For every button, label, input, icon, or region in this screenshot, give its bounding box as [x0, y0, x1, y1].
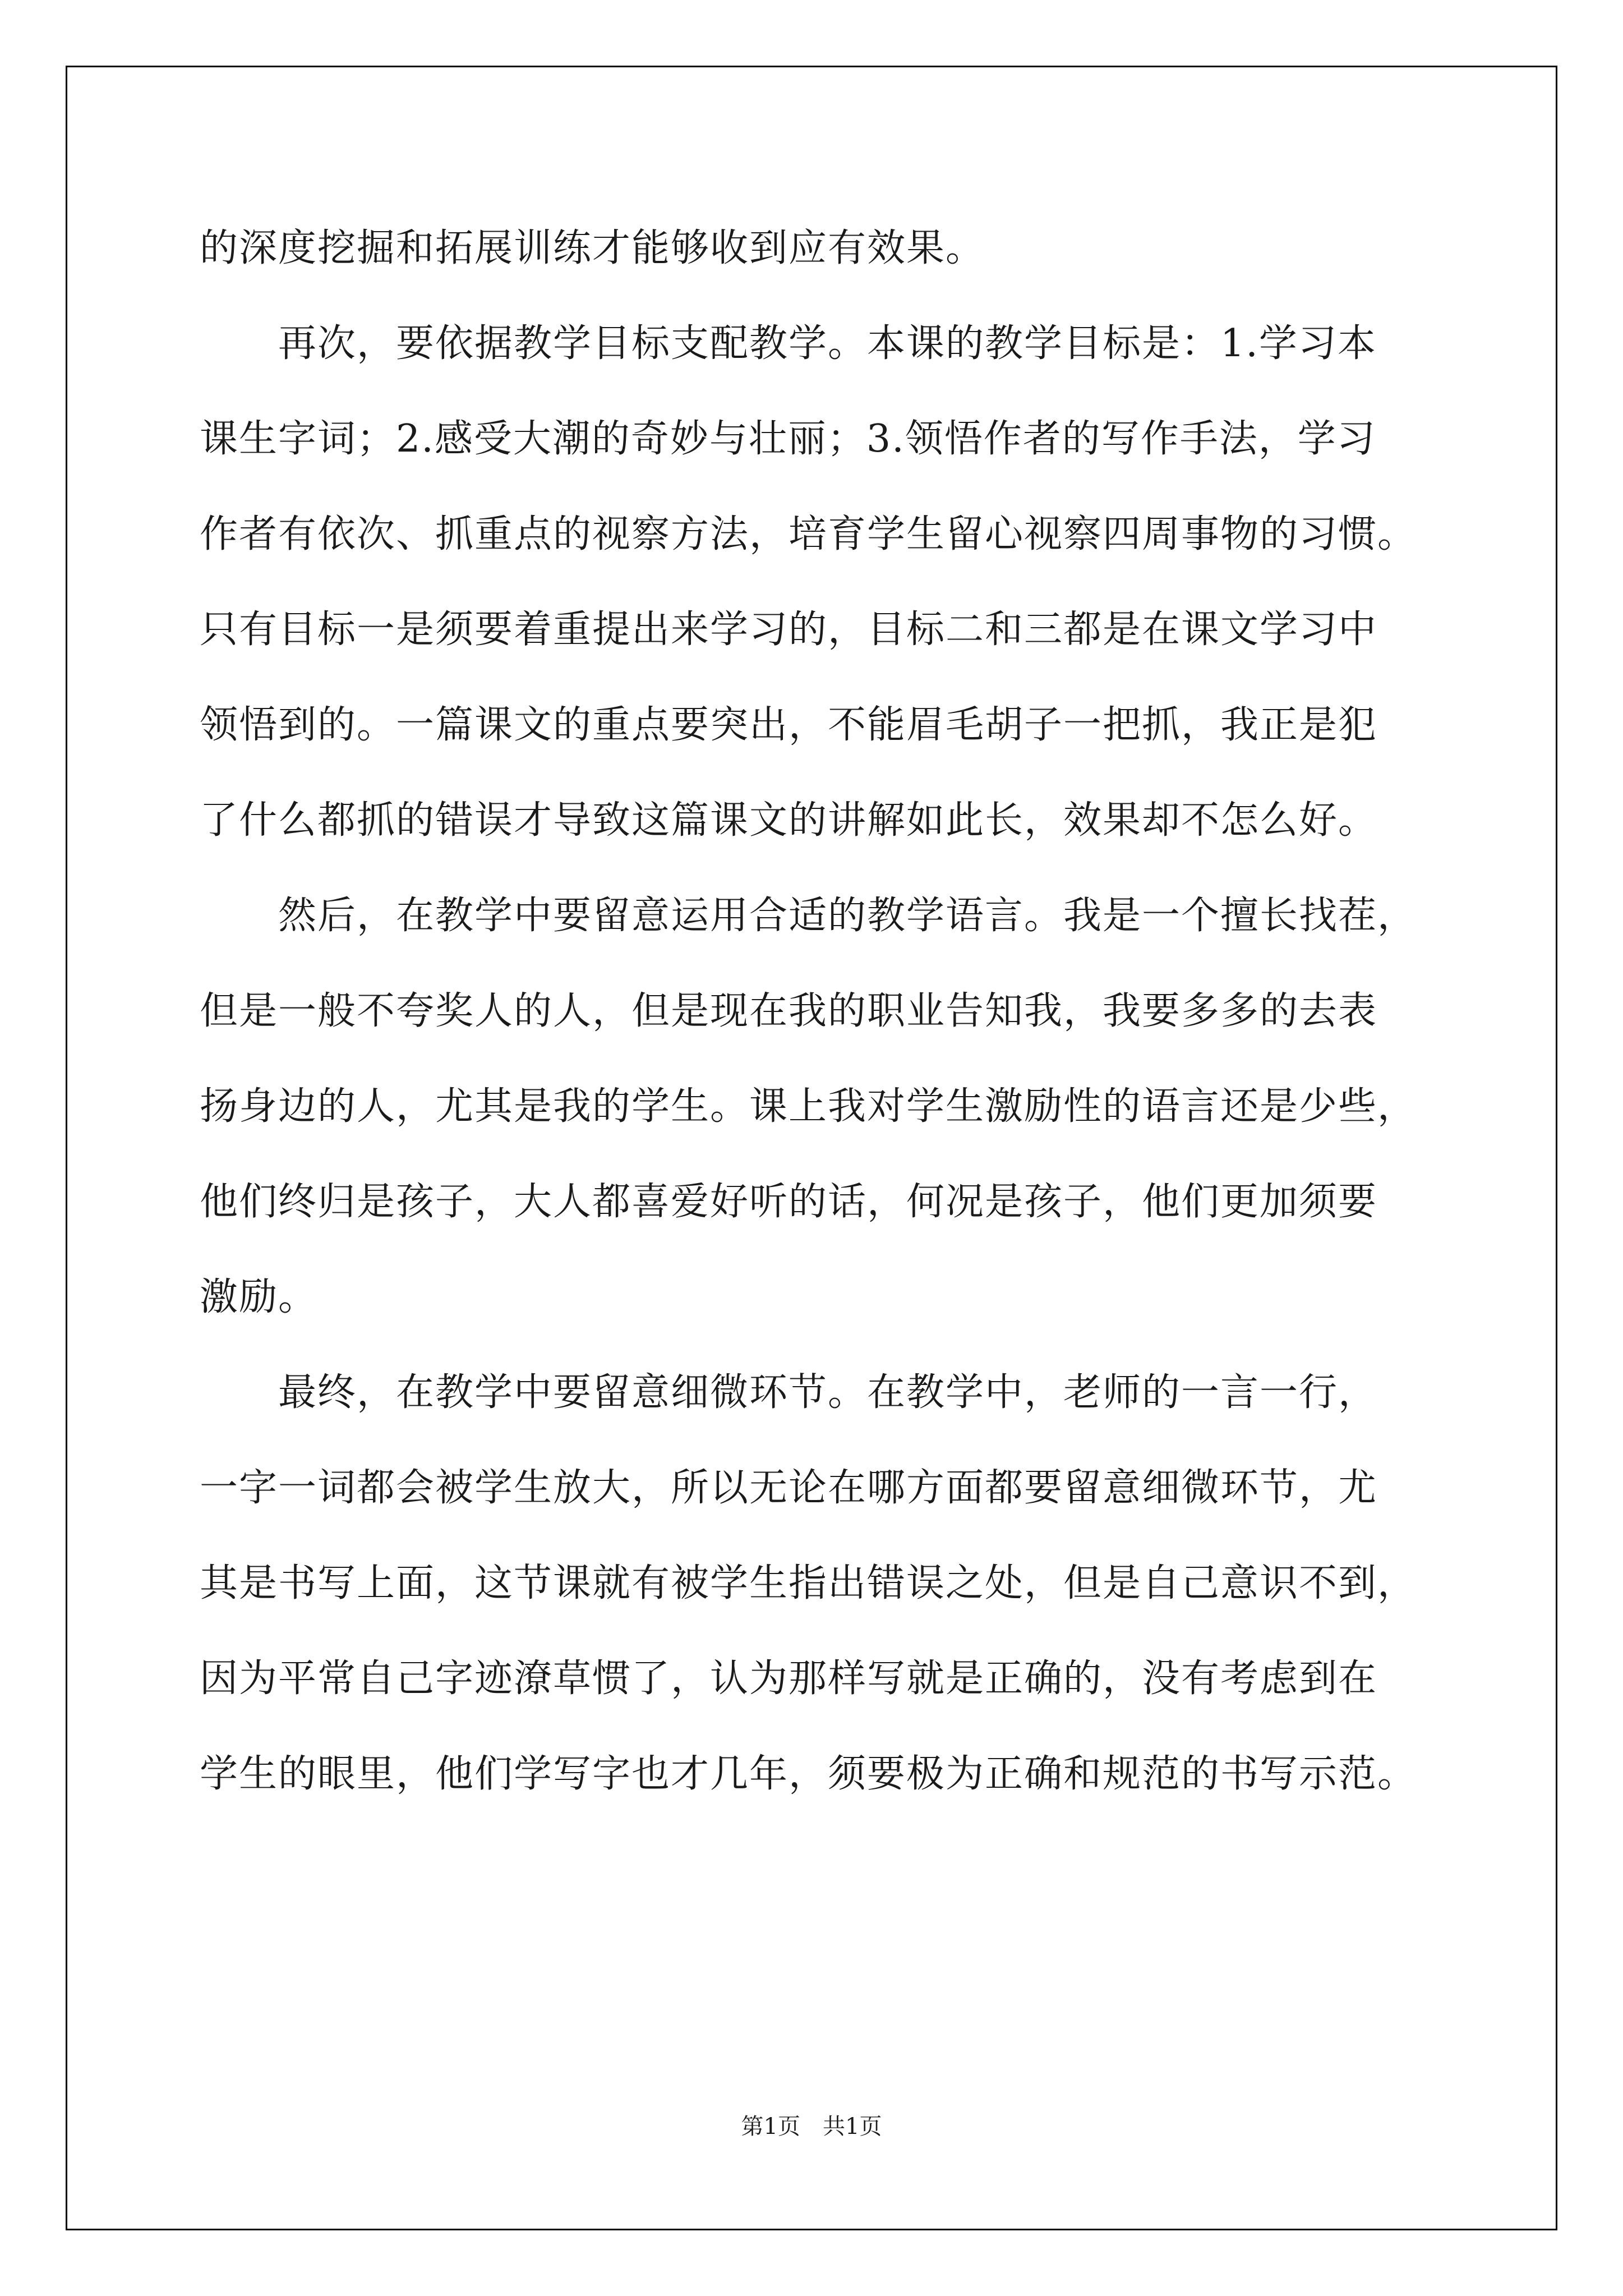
text-line: 他们终归是孩子，大人都喜爱好听的话，何况是孩子，他们更加须要: [200, 1180, 1378, 1224]
text-line: 因为平常自己字迹潦草惯了，认为那样写就是正确的，没有考虑到在: [200, 1657, 1378, 1701]
page-number: 第1页 共1页: [741, 2114, 882, 2139]
text-line: 了什么都抓的错误才导致这篇课文的讲解如此长，效果却不怎么好。: [200, 798, 1378, 843]
text-line: 学生的眼里，他们学写字也才几年，须要极为正确和规范的书写示范。: [200, 1752, 1417, 1796]
text-line: 最终，在教学中要留意细微环节。在教学中，老师的一言一行，: [200, 1370, 1378, 1415]
text-line: 作者有依次、抓重点的视察方法，培育学生留心视察四周事物的习惯。: [200, 512, 1417, 556]
text-line: 然后，在教学中要留意运用合适的教学语言。我是一个擅长找茬，: [200, 894, 1417, 938]
text-line: 课生字词；2.感受大潮的奇妙与壮丽；3.领悟作者的写作手法，学习: [200, 417, 1376, 461]
text-line: 领悟到的。一篇课文的重点要突出，不能眉毛胡子一把抓，我正是犯: [200, 703, 1378, 747]
text-line: 一字一词都会被学生放大，所以无论在哪方面都要留意细微环节，尤: [200, 1466, 1378, 1510]
text-line: 其是书写上面，这节课就有被学生指出错误之处，但是自己意识不到，: [200, 1561, 1417, 1605]
text-line: 的深度挖掘和拓展训练才能够收到应有效果。: [200, 226, 985, 270]
text-line: 只有目标一是须要着重提出来学习的，目标二和三都是在课文学习中: [200, 608, 1378, 652]
page-border: [66, 66, 1557, 2230]
text-line: 但是一般不夸奖人的人，但是现在我的职业告知我，我要多多的去表: [200, 989, 1378, 1033]
text-line: 激励。: [200, 1275, 318, 1319]
text-line: 再次，要依据教学目标支配教学。本课的教学目标是：1.学习本: [200, 321, 1377, 366]
text-line: 扬身边的人，尤其是我的学生。课上我对学生激励性的语言还是少些，: [200, 1084, 1417, 1129]
